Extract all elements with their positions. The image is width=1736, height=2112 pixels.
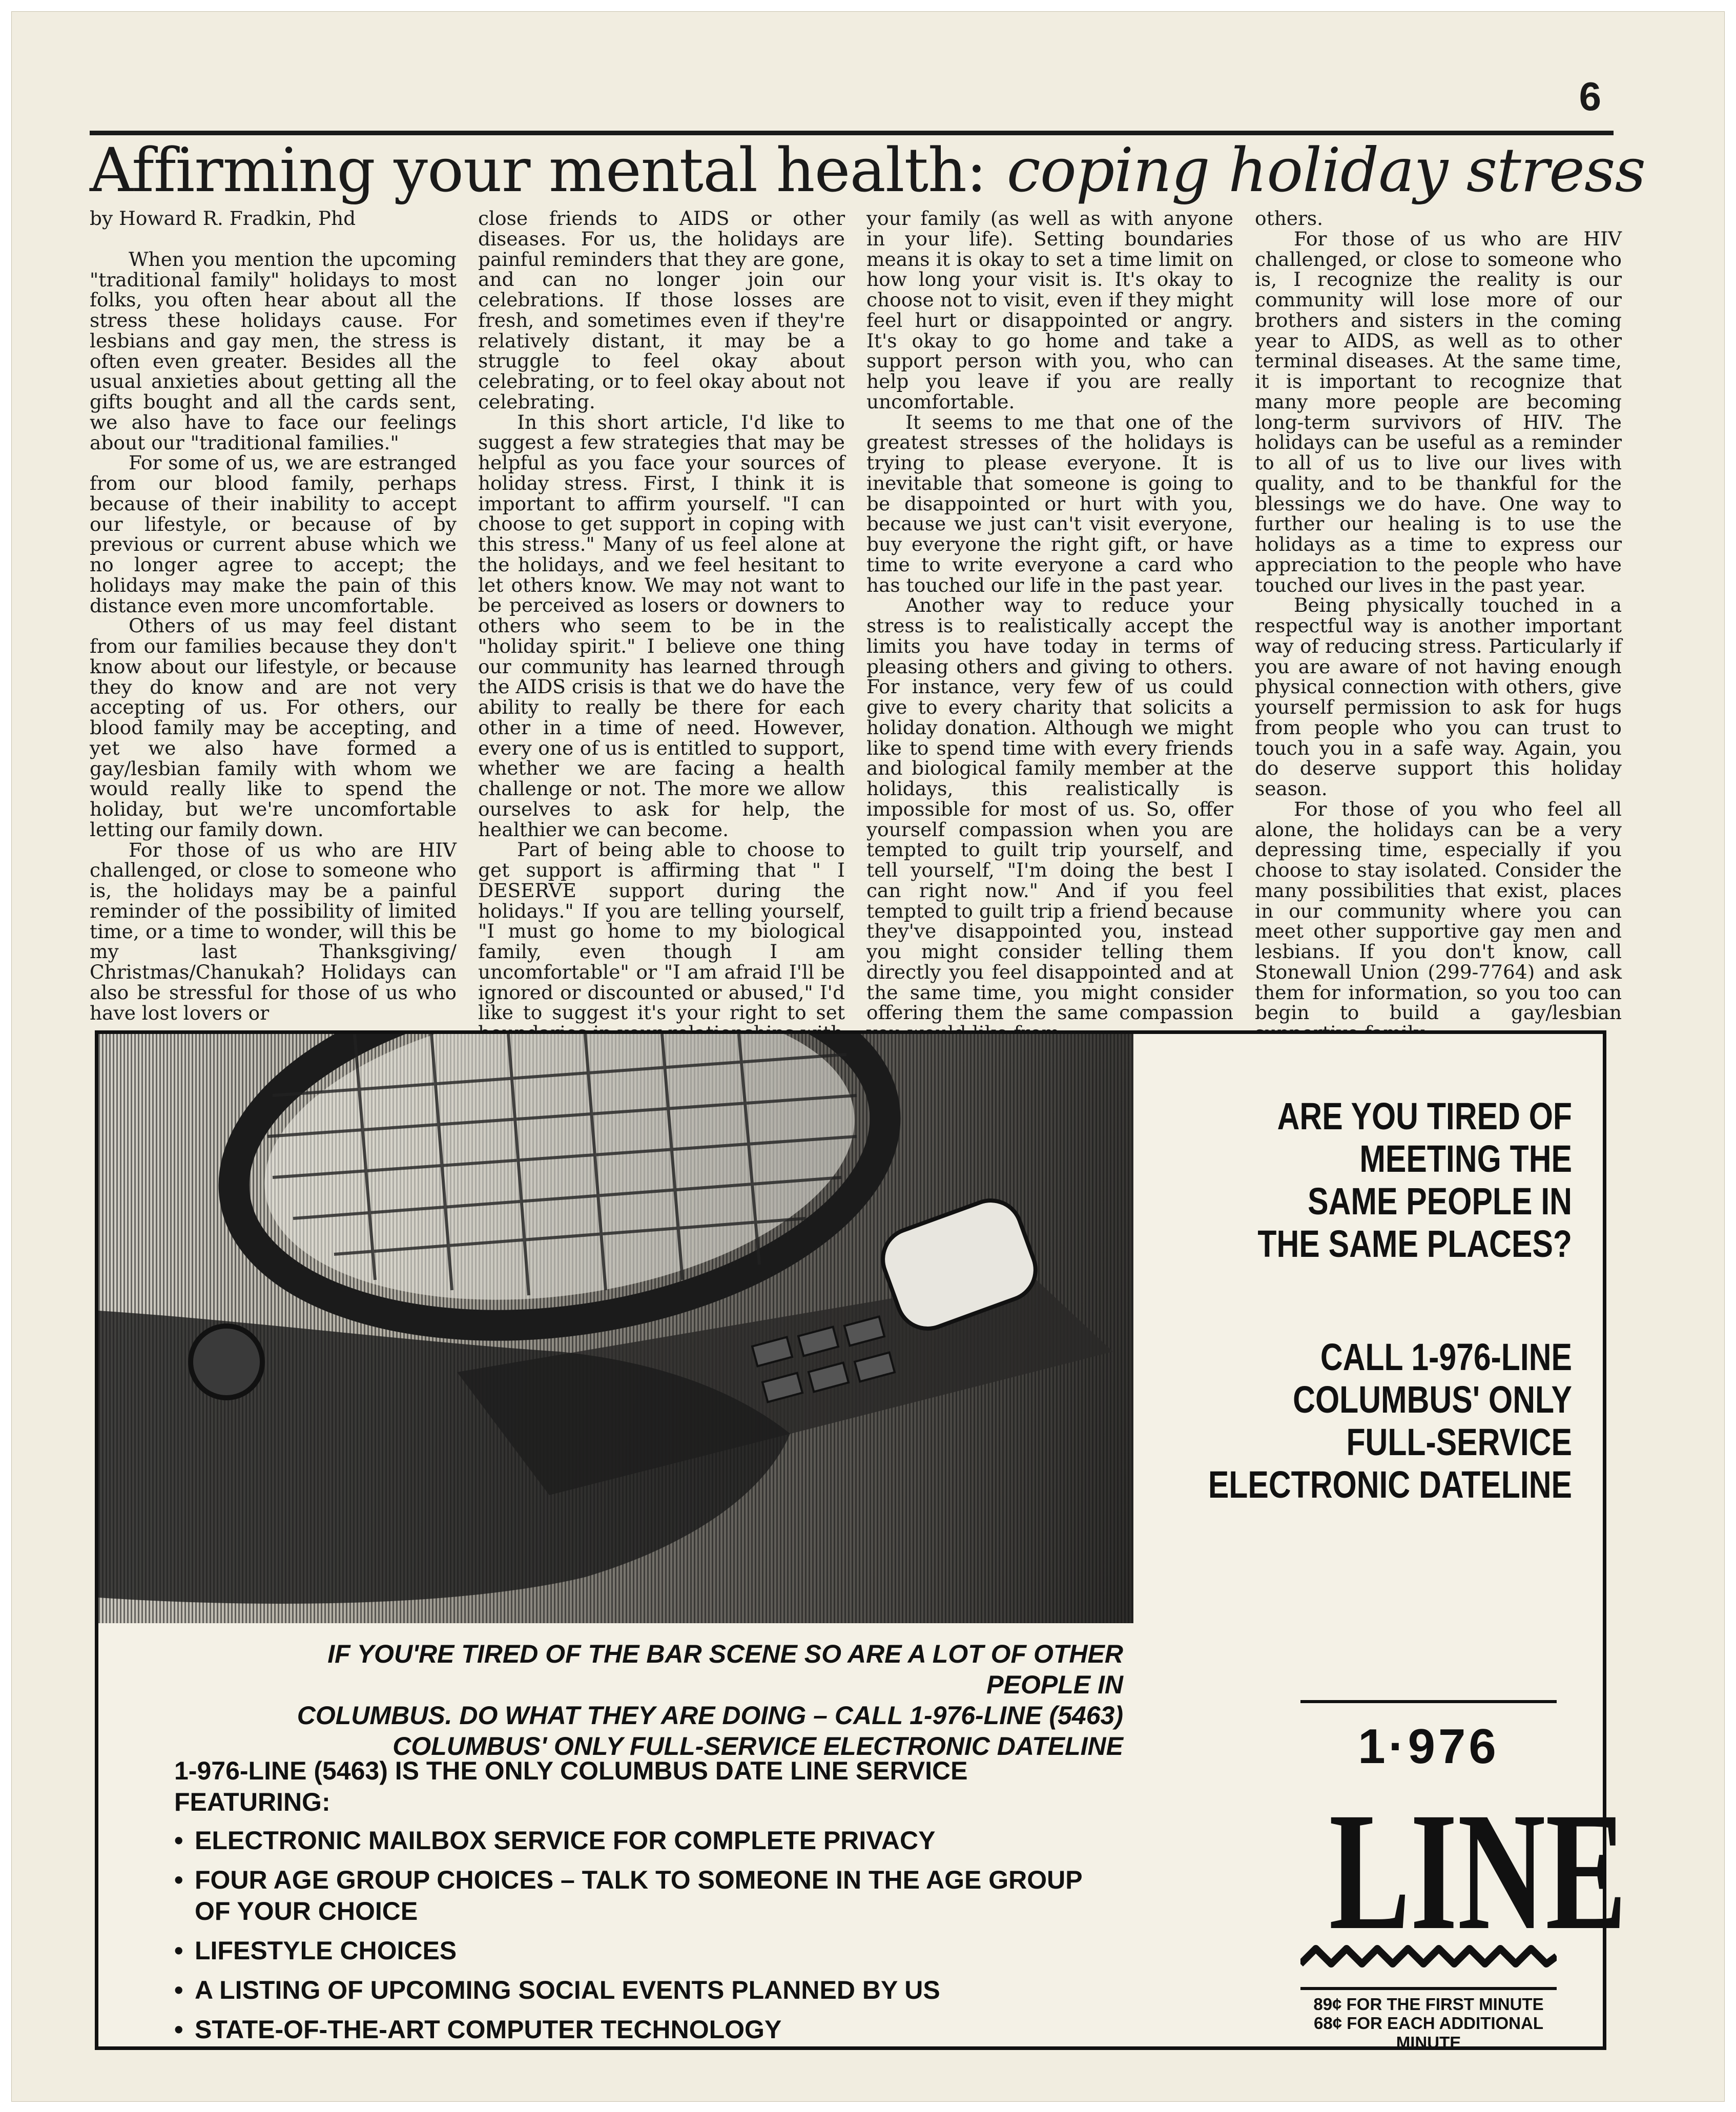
ad-feature-item: • ELECTRONIC MAILBOX SERVICE FOR COMPLETE PRIVACY xyxy=(174,1825,1122,1856)
newspaper-page xyxy=(11,11,1725,2102)
ad-headline-line: ARE YOU TIRED OF xyxy=(1277,1095,1572,1137)
logo-rule-bottom xyxy=(1300,1987,1557,1990)
ad-feature-item: • LIFESTYLE CHOICES xyxy=(174,1935,1122,1966)
line-logo xyxy=(1290,1700,1627,2052)
ad-tagline xyxy=(232,1639,1123,1762)
ad-headline-line: MEETING THE xyxy=(1359,1137,1572,1180)
article-headline xyxy=(90,135,1646,205)
page-number: 6 xyxy=(1579,74,1601,119)
ad-feature-item: • FOUR AGE GROUP CHOICES – TALK TO SOMEONE IN THE AGE GROUP OF YOUR CHOICE xyxy=(174,1865,1122,1927)
ad-photo-hand-phone xyxy=(98,1034,1133,1623)
ad-features xyxy=(174,1755,1122,2054)
article-title: Affirming your mental health: xyxy=(90,135,986,205)
article-column-2 xyxy=(478,207,845,1024)
ad-headline-line: SAME PEOPLE IN xyxy=(1308,1179,1572,1223)
tennis-racket-phone-illustration xyxy=(98,1034,1133,1623)
article-column-3 xyxy=(866,207,1233,1024)
article-paragraph: Another way to reduce your stress is to realistically accept the limits you have today in terms of pleasing others and giving to others. For instance, very few of us could give to every charity that solicits a holiday donation. Although we might like to spend time with every friends and biological family member at the holidays, this realistically is impossible for most of us. So, offer yourself compassion when you are tempted to guilt trip yourself, and tell yourself, "I'm doing the best I can right now." And if you feel tempted to guilt trip a friend because they've disappointed you, instead you might consider telling them directly you feel disappointed and at the same time, you might consider offering them the same compassion xyxy=(866,594,1233,1024)
article-paragraph: For some of us, we are estranged from our blood family, perhaps because of their inability to accept our lifestyle, or because of by previous or current abuse which we no longer agree to accept; the holidays may make the pain of this distance even more uncomfortable. xyxy=(90,451,457,617)
ad-call-line: CALL 1-976-LINE xyxy=(1320,1336,1572,1378)
logo-number: 1·976 xyxy=(1358,1719,1499,1774)
ad-feature-item: • STATE-OF-THE-ART COMPUTER TECHNOLOGY xyxy=(174,2014,1122,2045)
ad-feature-item: • A LISTING OF UPCOMING SOCIAL EVENTS PLANNED BY US xyxy=(174,1975,1122,2006)
article-column-4 xyxy=(1255,207,1622,1024)
logo-word: LINE xyxy=(1329,1778,1627,1965)
article-column-1 xyxy=(90,207,457,1024)
ad-tagline-line: IF YOU'RE TIRED OF THE BAR SCENE SO ARE A LOT OF OTHER PEOPLE IN xyxy=(327,1640,1123,1699)
dateline-advertisement xyxy=(95,1030,1627,2052)
article-paragraph: It seems to me that one of the greatest stresses of the holidays is trying to please everyone. It is inevitable that someone is going to be disappointed or hurt with you, because we just can't visit everyone, buy everyone the right gift, or have time to write everyone a card who has touched our life in the past year. xyxy=(866,410,1233,596)
article-byline: by Howard R. Fradkin, Phd xyxy=(90,207,356,230)
ad-call-line: COLUMBUS' ONLY xyxy=(1293,1378,1572,1421)
article-paragraph: For those of you who feel all alone, the holidays can be a very depressing time, especially if you choose to stay isolated. Consider the many possibilities that exist, places in our community where you can meet other supportive gay men and lesbians. If you don't know, call Stonewall Union (299-7764) and ask them for information, so you too can begin to build a gay/lesbian xyxy=(1255,797,1622,1024)
price-first-minute: 89¢ FOR THE FIRST MINUTE xyxy=(1313,1995,1544,2014)
logo-rule-top xyxy=(1300,1700,1557,1703)
ad-tagline-line: COLUMBUS' ONLY FULL-SERVICE ELECTRONIC DATELINE xyxy=(392,1732,1123,1761)
article-paragraph: For those of us who are HIV challenged, or close to someone who is, the holidays may be a painful reminder of the possibility of limited time, or a time to wonder, will this be my last Thanksgiving/ Christmas/Chanukah? Holidays can also be stressful for those of us who have lost lovers or xyxy=(90,838,457,1024)
article-paragraph: Others of us may feel distant from our families because they don't know about our lifestyle, or because they do know and are not very accepting of us. For others, our blood family may be accepting, and yet we also have formed a gay/lesbian family with whom we would really like to spend the holiday, but we're uncomfortable letting our family down. xyxy=(90,614,457,841)
article-paragraph: others. xyxy=(1255,207,1324,230)
ad-headline-line: THE SAME PLACES? xyxy=(1257,1222,1572,1265)
article-paragraph: close friends to AIDS or other diseases. For us, the holidays are painful reminders that they are gone, and can no longer join our celebrations. If those losses are fresh, and sometimes even if they're relatively distant, it may be a struggle to feel okay about celebrating, or to feel okay about not celebrating. xyxy=(478,207,845,413)
wave-icon xyxy=(1300,1943,1557,1974)
article-paragraph: Part of being able to choose to get support is affirming that " I DESERVE support during the holidays." If you are telling yourself, "I must go home to my biological family, even though I am uncomfortable" or "I am afraid I'll be ignored or discounted or abused," I'd like to suggest it's your right to set xyxy=(478,838,845,1024)
article-paragraph: Being physically touched in a respectful way is another important way of reducing stress. Particularly if you are aware of not having enough physical connection with others, give yourself permission to ask for hugs from people who you can trust to touch you in a safe way. Again, you do deserve support this holiday season. xyxy=(1255,594,1622,800)
article-paragraph: When you mention the upcoming "traditional family" holidays to most folks, you often hear about all the stress these holidays cause. For lesbians and gay men, the stress is often even greater. Besides all the usual anxieties about getting all the gifts bought and all the cards sent, we also have to face our feelings about our "traditional families." xyxy=(90,247,457,454)
article-paragraph: In this short article, I'd like to suggest a few strategies that may be helpful as you face your sources of holiday stress. First, I think it is important to affirm yourself. "I can choose to get support in coping with this stress." Many of us feel alone at the holidays, and we feel hesitant to let others know. We may not want to be perceived as losers or downers to others who seem to be in the "holiday spirit." I believe one thing our community has learned through the AIDS crisis is that we do have the ability to really be there for each other in a time of need. However, every one of us is entitled to support, whether we are facing a health challenge or not. The more we allow ourselves to ask for help, the healthier we can become. xyxy=(478,410,845,841)
article-paragraph: For those of us who are HIV challenged, or close to someone who is, I recognize the reality is our community will lose more of our brothers and sisters in the coming year to AIDS, as well as to other terminal diseases. At the same time, it is important to recognize that many more people are becoming long-term survivors of HIV. The holidays can be useful as a reminder to all of us to live our lives with quality, and to be thankful for the blessings we do have. One way to further our healing is to use the holidays as a time to express our appreciation to the people who have touched our lives in the past year. xyxy=(1255,227,1622,596)
ad-tagline-line: COLUMBUS. DO WHAT THEY ARE DOING – CALL 1-976-LINE (5463) xyxy=(297,1701,1123,1730)
ad-call-line: FULL-SERVICE xyxy=(1346,1420,1572,1463)
article-paragraph: your family (as well as with anyone in your life). Setting boundaries means it is okay to set a time limit on how long your visit is. It's okay to choose not to visit, even if they might feel hurt or disappointed or angry. It's okay to go home and take a support person with you, who can help you leave if you are really uncomfortable. xyxy=(866,207,1233,413)
article-subtitle: coping holiday stress xyxy=(1006,135,1646,205)
ad-call-line: ELECTRONIC DATELINE xyxy=(1208,1463,1572,1506)
ad-call-to-action xyxy=(1194,1336,1572,1506)
ad-features-list xyxy=(174,1825,1122,2045)
ad-headline xyxy=(1211,1095,1572,1266)
article-body xyxy=(90,207,1622,1024)
ad-features-intro: 1-976-LINE (5463) IS THE ONLY COLUMBUS DATE LINE SERVICE FEATURING: xyxy=(174,1756,968,1816)
price-additional-minute: 68¢ FOR EACH ADDITIONAL MINUTE xyxy=(1314,2014,1543,2052)
